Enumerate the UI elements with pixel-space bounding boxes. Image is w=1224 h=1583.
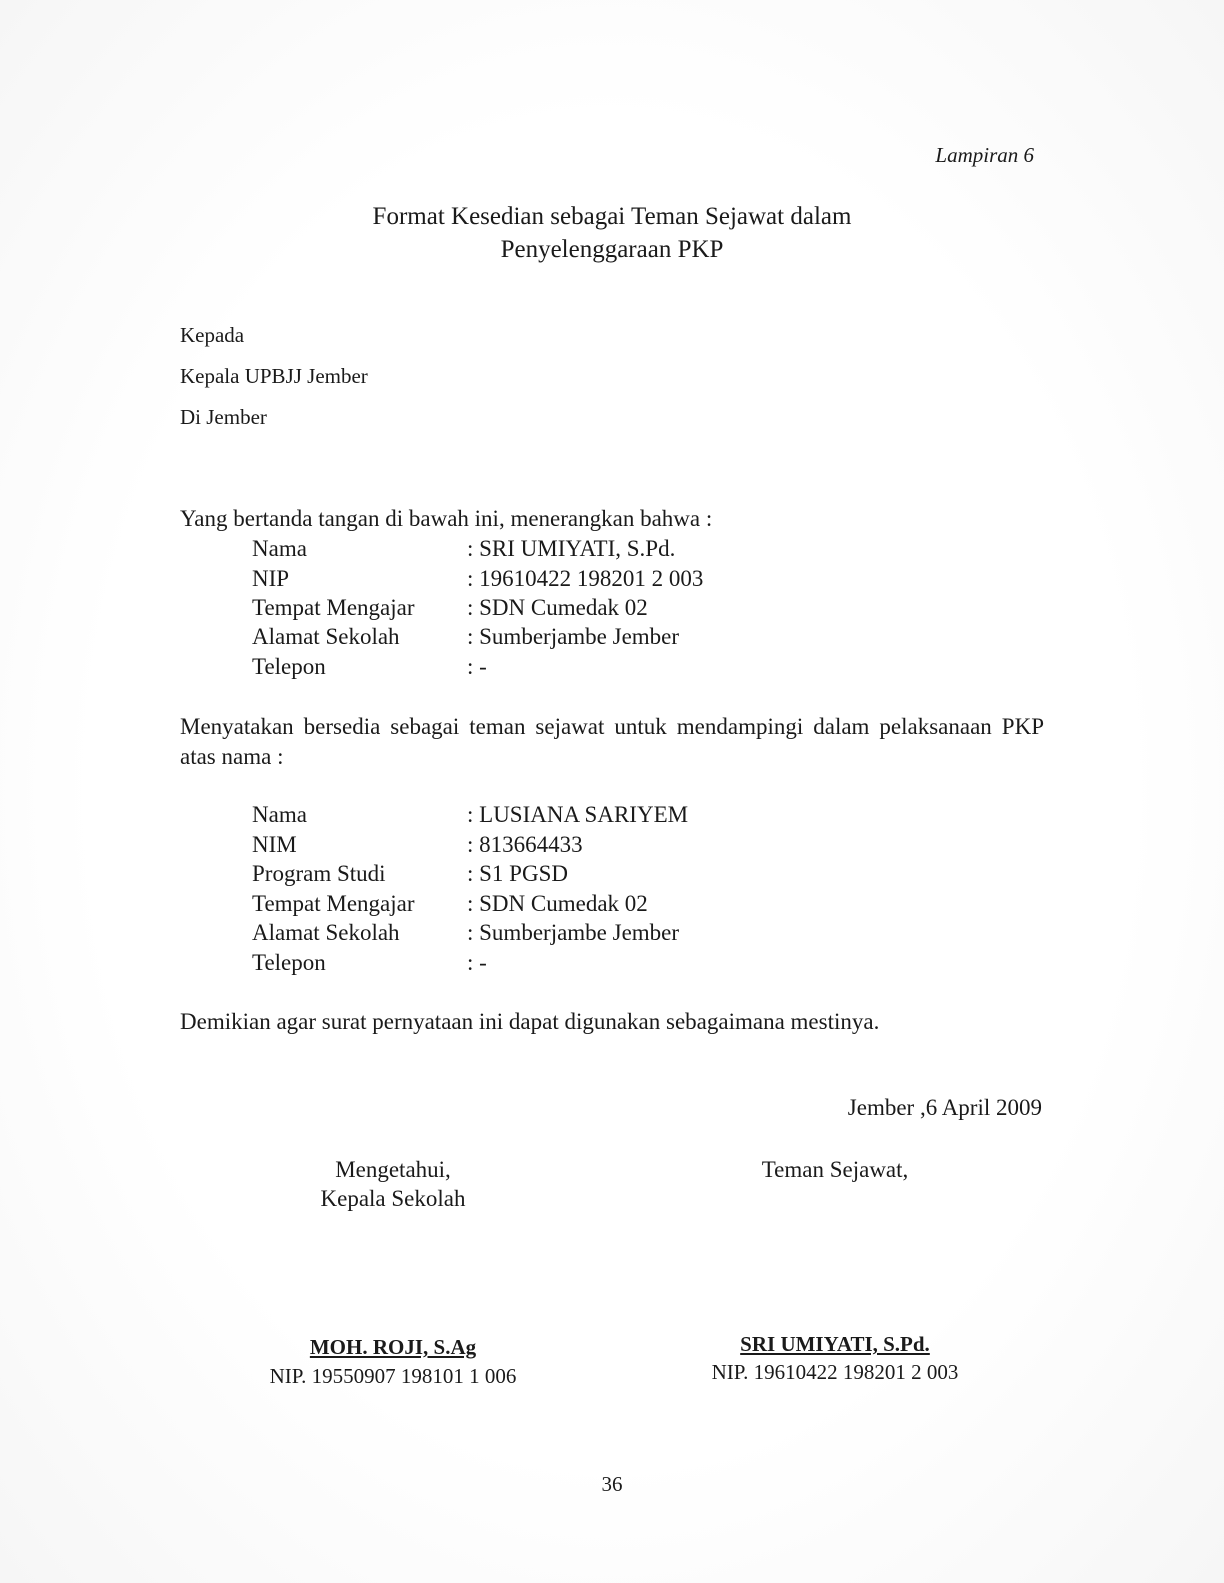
signer-field-label: NIP [252,566,290,591]
document-title-line-2: Penyelenggaraan PKP [500,236,724,263]
signer-field-value: : Sumberjambe Jember [467,624,680,649]
signer-field-label: Nama [252,536,307,561]
left-signature-name: MOH. ROJI, S.Ag [309,1335,477,1359]
student-field-label: Program Studi [252,861,386,886]
intro-text: Yang bertanda tangan di bawah ini, menerangkan bahwa : [180,506,713,531]
student-field-value: : S1 PGSD [467,861,568,886]
signer-field-value: : 19610422 198201 2 003 [467,566,704,591]
signer-field-label: Telepon [252,654,326,679]
right-signature-heading: Teman Sejawat, [761,1157,909,1182]
address-line-1: Kepada [180,323,245,347]
student-field-label: Telepon [252,950,326,975]
signer-field-label: Alamat Sekolah [252,624,400,649]
right-signature-name: SRI UMIYATI, S.Pd. [740,1332,930,1356]
left-signature-heading-1: Mengetahui, [335,1157,451,1182]
letter-date: Jember ,6 April 2009 [847,1095,1042,1120]
left-signature-heading-2: Kepala Sekolah [320,1186,466,1211]
student-field-label: Nama [252,802,307,827]
signer-field-value: : SRI UMIYATI, S.Pd. [467,536,676,561]
appendix-label: Lampiran 6 [935,143,1034,167]
document-title-line-1: Format Kesedian sebagai Teman Sejawat dalam [372,203,852,230]
address-line-2: Kepala UPBJJ Jember [180,364,368,388]
statement-paragraph: Menyatakan bersedia sebagai teman sejawat untuk mendampingi dalam pelaksanaan PKP atas nama : [180,714,1044,769]
signer-field-value: : SDN Cumedak 02 [467,595,648,620]
right-signature-nip: NIP. 19610422 198201 2 003 [711,1360,959,1384]
student-field-value: : 813664433 [467,832,583,857]
left-signature-nip: NIP. 19550907 198101 1 006 [269,1364,517,1388]
signer-field-label: Tempat Mengajar [252,595,415,620]
page-number: 36 [601,1472,623,1496]
closing-text: Demikian agar surat pernyataan ini dapat digunakan sebagaimana mestinya. [180,1009,880,1034]
address-line-3: Di Jember [180,405,267,429]
student-field-value: : LUSIANA SARIYEM [467,802,689,827]
student-field-label: Tempat Mengajar [252,891,415,916]
student-field-value: : Sumberjambe Jember [467,920,680,945]
student-field-label: NIM [252,832,297,857]
student-field-value: : SDN Cumedak 02 [467,891,648,916]
student-field-label: Alamat Sekolah [252,920,400,945]
student-field-value: : - [467,950,487,975]
signer-field-value: : - [467,654,487,679]
